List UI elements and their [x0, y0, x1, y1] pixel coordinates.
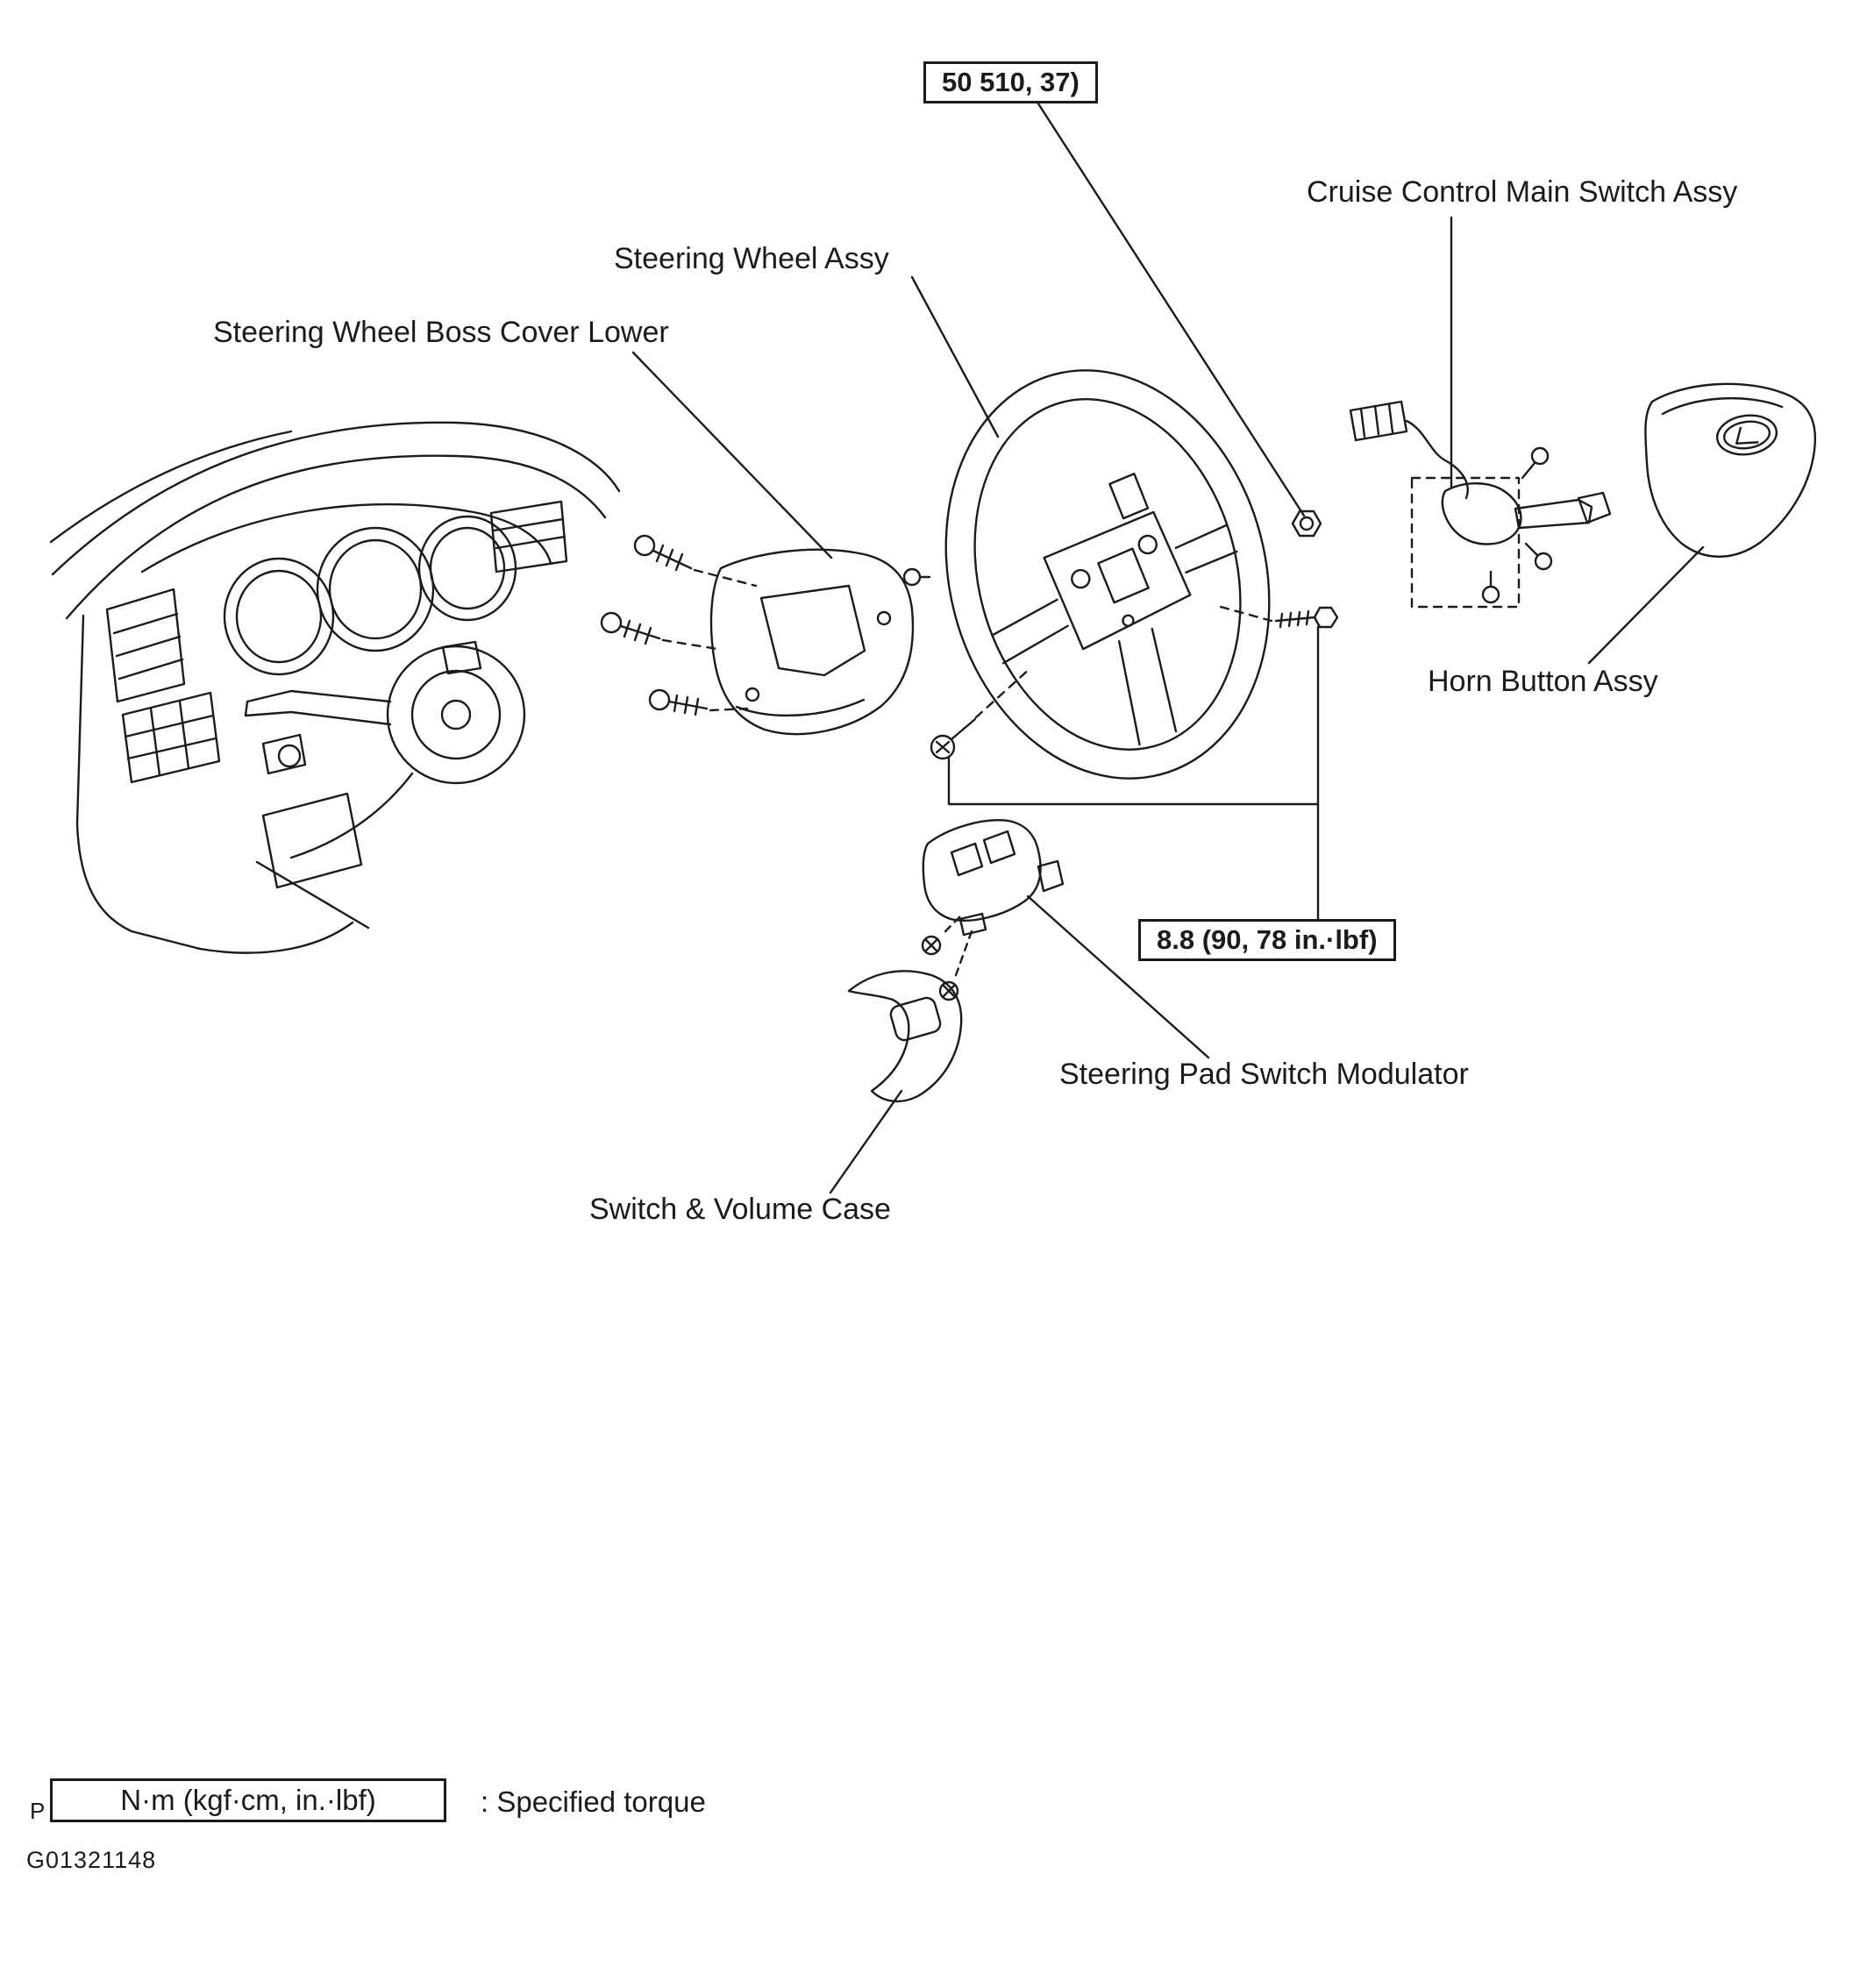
steering-wheel-part	[901, 333, 1314, 815]
label-horn-button: Horn Button Assy	[1428, 665, 1658, 698]
boss-cover-part	[711, 550, 930, 734]
lower-bolt	[931, 668, 1030, 759]
wheel-nut	[1293, 511, 1321, 536]
cruise-control-part	[1350, 402, 1610, 607]
label-boss-cover: Steering Wheel Boss Cover Lower	[213, 316, 669, 349]
switch-volume-case-part	[849, 971, 961, 1101]
right-bolt	[1221, 607, 1337, 627]
label-steering-wheel: Steering Wheel Assy	[614, 242, 889, 275]
torque-callout-mid: 8.8 (90, 78 in.·lbf)	[1138, 919, 1396, 961]
legend-description: : Specified torque	[481, 1785, 706, 1818]
label-cruise-control: Cruise Control Main Switch Assy	[1307, 175, 1738, 209]
figure-id: G01321148	[26, 1847, 157, 1873]
legend-torque-box: N·m (kgf·cm, in.·lbf)	[50, 1778, 446, 1822]
legend-prefix: P	[30, 1798, 46, 1824]
dashboard-sketch	[51, 423, 619, 953]
horn-button-part	[1645, 384, 1815, 557]
torque-callout-top: 50 510, 37)	[923, 61, 1098, 103]
label-switch-volume-case: Switch & Volume Case	[589, 1193, 891, 1226]
label-pad-switch-modulator: Steering Pad Switch Modulator	[1059, 1058, 1469, 1091]
